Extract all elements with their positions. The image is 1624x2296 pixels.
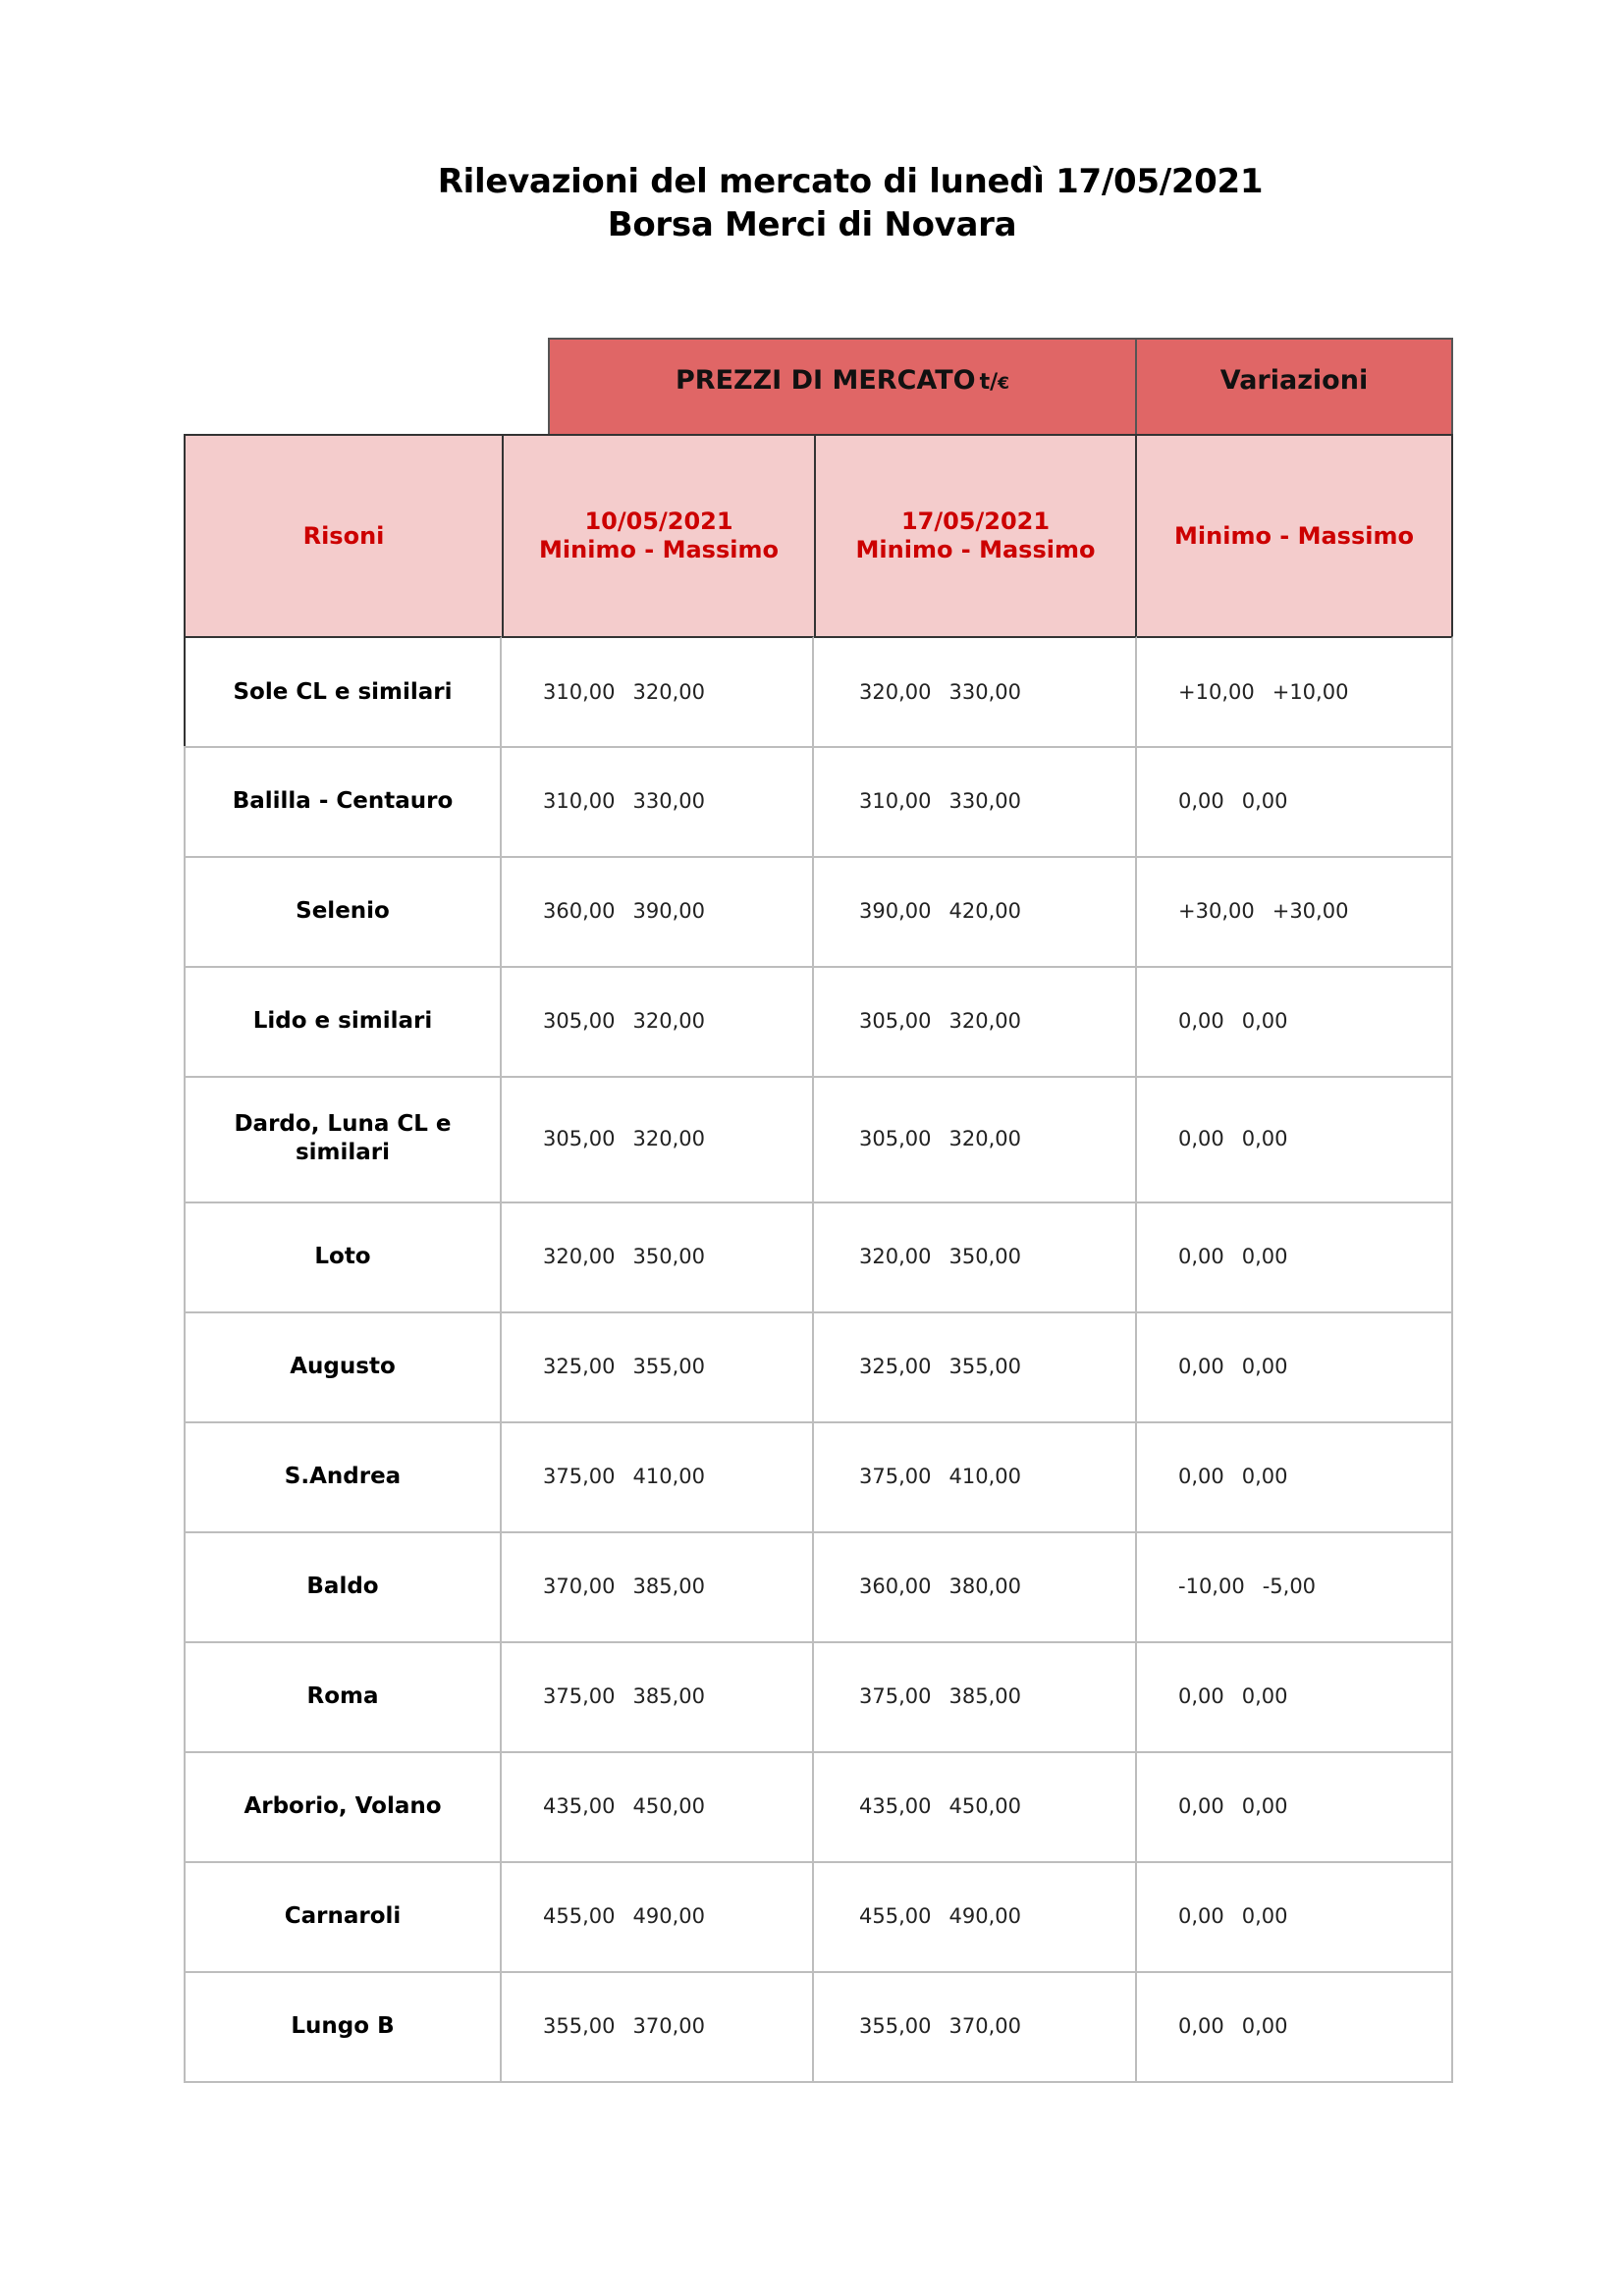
variation-max: 0,00 <box>1241 1355 1288 1378</box>
price-current-cell <box>814 1641 1137 1753</box>
price-current-cell <box>814 746 1137 858</box>
variation-cell <box>1137 1531 1453 1643</box>
variation-max: 0,00 <box>1241 1794 1288 1818</box>
price-current-min: 435,00 <box>859 1794 932 1818</box>
variation-cell <box>1137 1751 1453 1863</box>
price-current-max: 490,00 <box>948 1904 1021 1928</box>
header-variazioni-label: Variazioni <box>1219 364 1369 396</box>
rice-variety-label: Augusto <box>290 1353 396 1379</box>
price-previous-max: 410,00 <box>632 1465 705 1488</box>
price-previous-max: 370,00 <box>632 2014 705 2038</box>
rice-variety-name <box>184 1641 502 1753</box>
rice-variety-name <box>184 1861 502 1973</box>
variation-cell <box>1137 1311 1453 1423</box>
price-current-cell <box>814 966 1137 1078</box>
rice-variety-label: Carnaroli <box>284 1902 402 1929</box>
price-current-max: 320,00 <box>948 1009 1021 1033</box>
price-previous-cell <box>502 856 814 968</box>
price-previous-max: 355,00 <box>632 1355 705 1378</box>
rice-variety-label: S.Andrea <box>284 1463 402 1489</box>
table-row <box>184 856 1453 968</box>
price-current-cell <box>814 1861 1137 1973</box>
price-current-cell <box>814 1076 1137 1203</box>
price-current-max: 385,00 <box>948 1684 1021 1708</box>
price-current-max: 420,00 <box>948 899 1021 923</box>
variation-min: 0,00 <box>1178 1904 1224 1928</box>
table-row <box>184 1861 1453 1973</box>
table-row <box>184 636 1453 748</box>
rice-variety-name <box>184 1531 502 1643</box>
header-variazioni <box>1135 338 1453 436</box>
rice-variety-label: Sole CL e similari <box>233 678 453 705</box>
variation-max: +10,00 <box>1272 680 1349 704</box>
price-previous-min: 375,00 <box>543 1684 616 1708</box>
rice-variety-label: Lungo B <box>291 2012 395 2039</box>
price-previous-min: 305,00 <box>543 1127 616 1150</box>
price-current-min: 355,00 <box>859 2014 932 2038</box>
price-previous-max: 320,00 <box>632 1009 705 1033</box>
price-current-max: 350,00 <box>948 1245 1021 1268</box>
variation-cell <box>1137 1076 1453 1203</box>
price-previous-min: 435,00 <box>543 1794 616 1818</box>
header-prezzi-label: PREZZI DI MERCATO <box>676 364 976 396</box>
table-row <box>184 1971 1453 2083</box>
price-previous-max: 320,00 <box>632 1127 705 1150</box>
rice-variety-name <box>184 1311 502 1423</box>
price-previous-min: 320,00 <box>543 1245 616 1268</box>
price-previous-cell <box>502 1076 814 1203</box>
page-title: Rilevazioni del mercato di lunedì 17/05/2021 <box>437 162 1264 201</box>
variation-min: -10,00 <box>1178 1575 1245 1598</box>
rice-variety-name <box>184 1421 502 1533</box>
price-previous-cell <box>502 746 814 858</box>
price-current-min: 455,00 <box>859 1904 932 1928</box>
variation-min: 0,00 <box>1178 1684 1224 1708</box>
variation-cell <box>1137 1201 1453 1313</box>
variation-cell <box>1137 966 1453 1078</box>
price-previous-max: 385,00 <box>632 1684 705 1708</box>
variation-min: +10,00 <box>1178 680 1255 704</box>
price-previous-cell <box>502 1861 814 1973</box>
page-subtitle: Borsa Merci di Novara <box>607 205 1017 244</box>
rice-variety-label: Selenio <box>296 897 390 924</box>
price-current-cell <box>814 1531 1137 1643</box>
variation-cell <box>1137 1641 1453 1753</box>
variation-min: 0,00 <box>1178 1465 1224 1488</box>
column-header-current-range: Minimo - Massimo <box>855 536 1096 563</box>
rice-variety-name <box>184 636 502 748</box>
variation-max: 0,00 <box>1241 789 1288 813</box>
price-previous-min: 360,00 <box>543 899 616 923</box>
table-row <box>184 746 1453 858</box>
price-current-min: 325,00 <box>859 1355 932 1378</box>
rice-variety-name <box>184 966 502 1078</box>
header-prezzi-unit: t/ <box>979 369 999 395</box>
rice-variety-name <box>184 1076 502 1203</box>
price-current-cell <box>814 1201 1137 1313</box>
variation-max: +30,00 <box>1272 899 1349 923</box>
rice-variety-name <box>184 856 502 968</box>
price-current-max: 330,00 <box>948 789 1021 813</box>
price-current-min: 375,00 <box>859 1684 932 1708</box>
price-current-max: 330,00 <box>948 680 1021 704</box>
variation-max: 0,00 <box>1241 1245 1288 1268</box>
table-row <box>184 1531 1453 1643</box>
price-previous-cell <box>502 1751 814 1863</box>
price-previous-min: 305,00 <box>543 1009 616 1033</box>
price-previous-cell <box>502 1531 814 1643</box>
variation-max: 0,00 <box>1241 1684 1288 1708</box>
rice-variety-name <box>184 1751 502 1863</box>
price-previous-max: 320,00 <box>632 680 705 704</box>
price-current-cell <box>814 1311 1137 1423</box>
price-current-min: 320,00 <box>859 680 932 704</box>
variation-cell <box>1137 856 1453 968</box>
price-previous-min: 375,00 <box>543 1465 616 1488</box>
price-previous-min: 325,00 <box>543 1355 616 1378</box>
price-current-min: 360,00 <box>859 1575 932 1598</box>
rice-variety-label: Lido e similari <box>252 1007 433 1034</box>
variation-max: 0,00 <box>1241 1009 1288 1033</box>
variation-cell <box>1137 1421 1453 1533</box>
rice-variety-label: Arborio, Volano <box>244 1792 442 1819</box>
table-row <box>184 1641 1453 1753</box>
price-current-max: 355,00 <box>948 1355 1021 1378</box>
price-previous-cell <box>502 1201 814 1313</box>
variation-max: 0,00 <box>1241 1465 1288 1488</box>
column-header-previous <box>502 434 816 638</box>
rice-variety-name <box>184 746 502 858</box>
variation-min: 0,00 <box>1178 1245 1224 1268</box>
table-row <box>184 1076 1453 1203</box>
variation-max: 0,00 <box>1241 2014 1288 2038</box>
table-row <box>184 1201 1453 1313</box>
column-header-risoni-label: Risoni <box>302 521 385 550</box>
rice-variety-name <box>184 1971 502 2083</box>
variation-min: +30,00 <box>1178 899 1255 923</box>
price-current-min: 375,00 <box>859 1465 932 1488</box>
rice-variety-name <box>184 1201 502 1313</box>
table-row <box>184 1751 1453 1863</box>
column-header-risoni <box>184 434 504 638</box>
price-previous-max: 330,00 <box>632 789 705 813</box>
price-current-cell <box>814 636 1137 748</box>
rice-variety-label: Baldo <box>306 1573 379 1599</box>
price-current-cell <box>814 1751 1137 1863</box>
variation-cell <box>1137 636 1453 748</box>
variation-max: 0,00 <box>1241 1904 1288 1928</box>
variation-min: 0,00 <box>1178 1355 1224 1378</box>
variation-cell <box>1137 746 1453 858</box>
column-header-current <box>814 434 1137 638</box>
column-header-previous-range: Minimo - Massimo <box>539 536 779 563</box>
price-current-max: 370,00 <box>948 2014 1021 2038</box>
price-current-min: 310,00 <box>859 789 932 813</box>
variation-max: 0,00 <box>1241 1127 1288 1150</box>
column-header-variazioni <box>1135 434 1453 638</box>
price-previous-max: 450,00 <box>632 1794 705 1818</box>
price-current-cell <box>814 856 1137 968</box>
price-previous-max: 390,00 <box>632 899 705 923</box>
header-prezzi-currency: € <box>998 374 1009 394</box>
price-previous-cell <box>502 1971 814 2083</box>
price-previous-cell <box>502 1421 814 1533</box>
price-current-max: 380,00 <box>948 1575 1021 1598</box>
price-current-max: 410,00 <box>948 1465 1021 1488</box>
variation-min: 0,00 <box>1178 2014 1224 2038</box>
price-current-min: 305,00 <box>859 1009 932 1033</box>
price-current-cell <box>814 1421 1137 1533</box>
table-row <box>184 1311 1453 1423</box>
column-header-previous-date: 10/05/2021 <box>584 507 733 535</box>
variation-cell <box>1137 1861 1453 1973</box>
variation-min: 0,00 <box>1178 789 1224 813</box>
price-current-min: 320,00 <box>859 1245 932 1268</box>
price-current-min: 305,00 <box>859 1127 932 1150</box>
price-previous-min: 370,00 <box>543 1575 616 1598</box>
rice-variety-label: Roma <box>306 1682 379 1709</box>
table-row <box>184 1421 1453 1533</box>
rice-variety-label: Loto <box>314 1243 371 1269</box>
variation-min: 0,00 <box>1178 1127 1224 1150</box>
price-previous-max: 350,00 <box>632 1245 705 1268</box>
variation-min: 0,00 <box>1178 1009 1224 1033</box>
price-previous-cell <box>502 636 814 748</box>
price-previous-max: 385,00 <box>632 1575 705 1598</box>
price-previous-max: 490,00 <box>632 1904 705 1928</box>
price-current-min: 390,00 <box>859 899 932 923</box>
price-previous-min: 310,00 <box>543 680 616 704</box>
price-previous-cell <box>502 1641 814 1753</box>
price-previous-min: 455,00 <box>543 1904 616 1928</box>
variation-cell <box>1137 1971 1453 2083</box>
price-current-max: 450,00 <box>948 1794 1021 1818</box>
variation-max: -5,00 <box>1262 1575 1317 1598</box>
price-previous-min: 310,00 <box>543 789 616 813</box>
column-header-current-date: 17/05/2021 <box>900 507 1051 535</box>
price-current-cell <box>814 1971 1137 2083</box>
rice-variety-label: Balilla - Centauro <box>232 787 454 814</box>
price-previous-min: 355,00 <box>543 2014 616 2038</box>
price-previous-cell <box>502 966 814 1078</box>
price-previous-cell <box>502 1311 814 1423</box>
column-header-variazioni-range: Minimo - Massimo <box>1174 521 1414 550</box>
header-prezzi-di-mercato <box>548 338 1137 436</box>
rice-variety-label: Dardo, Luna CL e similari <box>234 1111 452 1165</box>
variation-min: 0,00 <box>1178 1794 1224 1818</box>
table-row <box>184 966 1453 1078</box>
price-current-max: 320,00 <box>948 1127 1021 1150</box>
